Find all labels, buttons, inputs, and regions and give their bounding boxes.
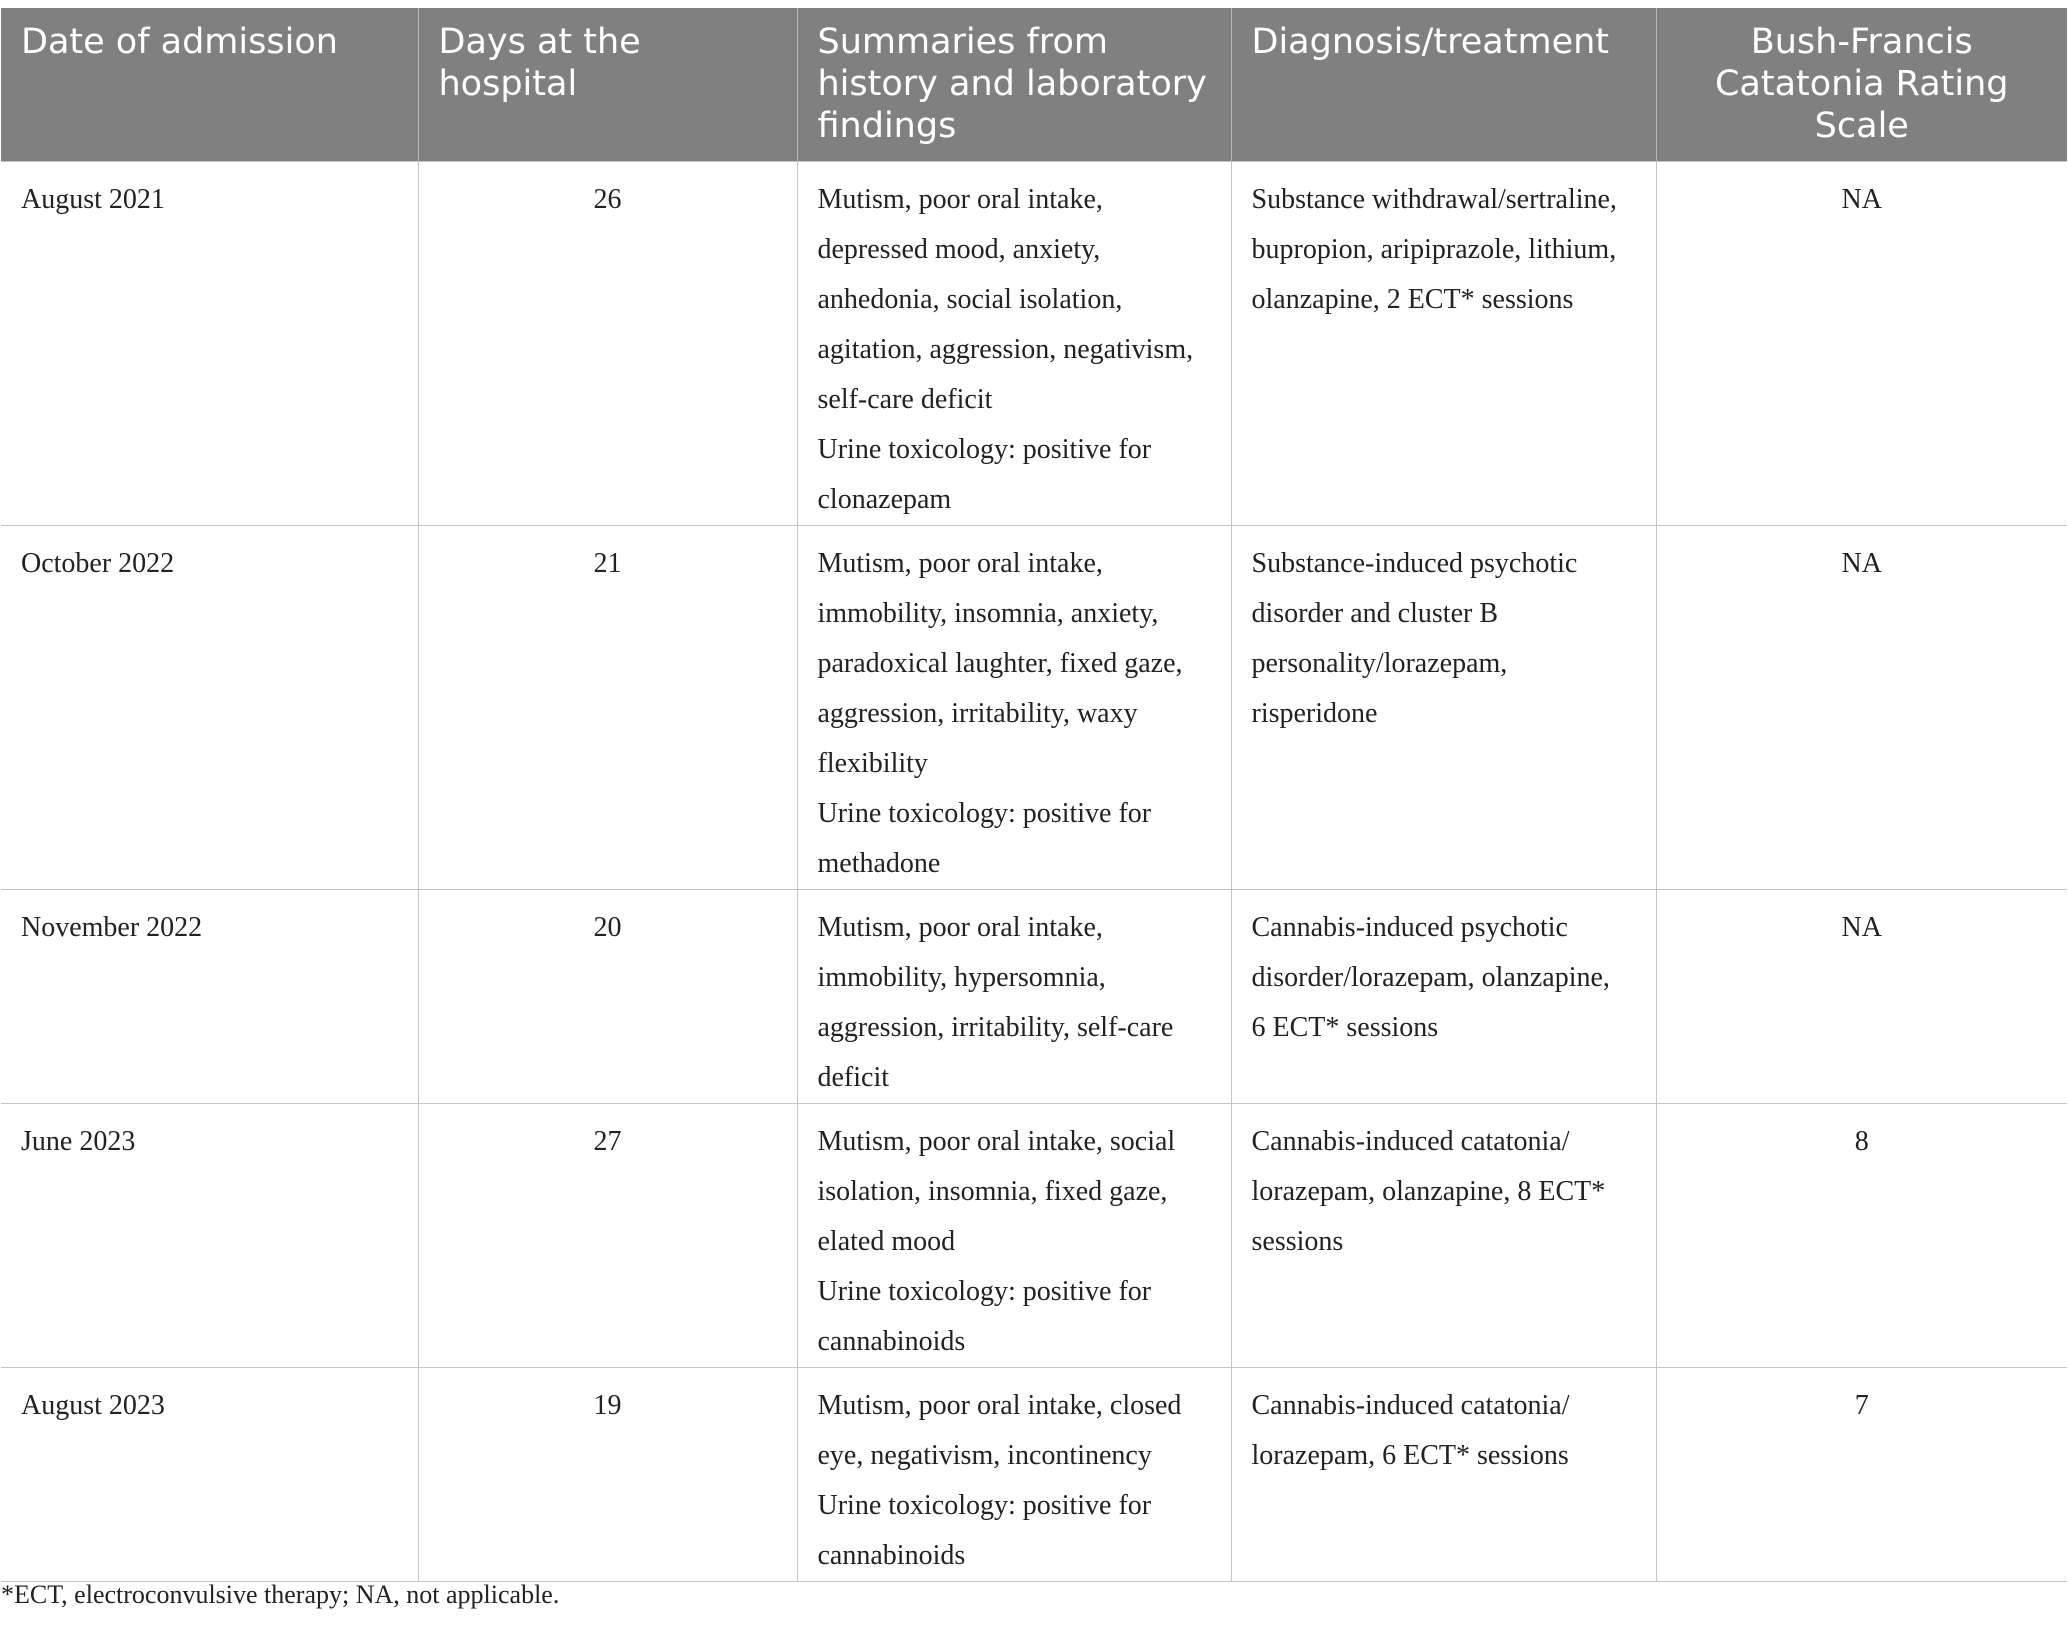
summary-line: agitation, aggression, negativism, <box>817 334 1194 365</box>
summary-line: Mutism, poor oral intake, <box>817 912 1103 943</box>
table-row <box>1 1368 2067 1582</box>
header-days-at-hospital: Days at the hospital <box>418 8 797 162</box>
summary-line: self-care deficit <box>817 384 993 415</box>
summary-line: anhedonia, social isolation, <box>817 284 1123 315</box>
header-date-of-admission: Date of admission <box>1 8 418 162</box>
summary-line: isolation, insomnia, fixed gaze, <box>817 1176 1168 1207</box>
cell-date: June 2023 <box>1 1104 418 1368</box>
summary-line: cannabinoids <box>817 1540 966 1571</box>
cell-summary <box>797 526 1231 890</box>
cell-diagnosis <box>1231 1104 1656 1368</box>
cell-summary <box>797 1104 1231 1368</box>
diagnosis-line: Cannabis-induced catatonia/ <box>1251 1390 1570 1421</box>
summary-line: aggression, irritability, waxy <box>817 698 1138 729</box>
summary-line: aggression, irritability, self-care <box>817 1012 1174 1043</box>
diagnosis-line: Substance withdrawal/sertraline, <box>1251 184 1617 215</box>
admissions-table <box>1 8 2067 1582</box>
summary-line: Mutism, poor oral intake, <box>817 548 1103 579</box>
cell-days: 21 <box>418 526 797 890</box>
cell-days: 19 <box>418 1368 797 1582</box>
summary-line: Urine toxicology: positive for <box>817 798 1152 829</box>
summary-line: immobility, hypersomnia, <box>817 962 1106 993</box>
summary-line: Urine toxicology: positive for <box>817 434 1152 465</box>
summary-line: Mutism, poor oral intake, closed <box>817 1390 1182 1421</box>
cell-date: November 2022 <box>1 890 418 1104</box>
diagnosis-line: disorder/lorazepam, olanzapine, <box>1251 962 1610 993</box>
table-row <box>1 162 2067 526</box>
header-bfcrs: Bush-Francis Catatonia Rating Scale <box>1656 8 2067 162</box>
diagnosis-line: sessions <box>1251 1226 1344 1257</box>
summary-line: eye, negativism, incontinency <box>817 1440 1152 1471</box>
cell-date: October 2022 <box>1 526 418 890</box>
cell-days: 26 <box>418 162 797 526</box>
diagnosis-line: olanzapine, 2 ECT* sessions <box>1251 284 1574 315</box>
header-diagnosis-treatment: Diagnosis/treatment <box>1231 8 1656 162</box>
summary-line: Urine toxicology: positive for <box>817 1276 1152 1307</box>
cell-bfcrs: NA <box>1656 890 2067 1104</box>
diagnosis-line: Cannabis-induced psychotic <box>1251 912 1568 943</box>
cell-days: 27 <box>418 1104 797 1368</box>
summary-line: paradoxical laughter, fixed gaze, <box>817 648 1183 679</box>
summary-line: methadone <box>817 848 941 879</box>
summary-line: cannabinoids <box>817 1326 966 1357</box>
cell-diagnosis <box>1231 526 1656 890</box>
diagnosis-line: lorazepam, olanzapine, 8 ECT* <box>1251 1176 1606 1207</box>
summary-line: Urine toxicology: positive for <box>817 1490 1152 1521</box>
diagnosis-line: risperidone <box>1251 698 1378 729</box>
diagnosis-line: personality/lorazepam, <box>1251 648 1508 679</box>
diagnosis-line: bupropion, aripiprazole, lithium, <box>1251 234 1617 265</box>
summary-line: immobility, insomnia, anxiety, <box>817 598 1159 629</box>
table-footnote: *ECT, electroconvulsive therapy; NA, not applicable. <box>1 1580 560 1609</box>
cell-bfcrs: 7 <box>1656 1368 2067 1582</box>
diagnosis-line: 6 ECT* sessions <box>1251 1012 1439 1043</box>
diagnosis-line: lorazepam, 6 ECT* sessions <box>1251 1440 1569 1471</box>
summary-line: Mutism, poor oral intake, social <box>817 1126 1176 1157</box>
cell-bfcrs: 8 <box>1656 1104 2067 1368</box>
table-header-row <box>1 8 2067 162</box>
cell-date: August 2023 <box>1 1368 418 1582</box>
summary-line: flexibility <box>817 748 928 779</box>
cell-summary <box>797 1368 1231 1582</box>
diagnosis-line: disorder and cluster B <box>1251 598 1498 629</box>
summary-line: depressed mood, anxiety, <box>817 234 1101 265</box>
cell-summary <box>797 162 1231 526</box>
table-row <box>1 890 2067 1104</box>
admissions-table-container <box>1 8 2067 1582</box>
summary-line: clonazepam <box>817 484 952 515</box>
header-summaries: Summaries from history and laboratory findings <box>797 8 1231 162</box>
cell-bfcrs: NA <box>1656 526 2067 890</box>
cell-diagnosis <box>1231 162 1656 526</box>
cell-bfcrs: NA <box>1656 162 2067 526</box>
summary-line: elated mood <box>817 1226 956 1257</box>
summary-line: deficit <box>817 1062 890 1093</box>
diagnosis-line: Cannabis-induced catatonia/ <box>1251 1126 1570 1157</box>
cell-diagnosis <box>1231 890 1656 1104</box>
cell-date: August 2021 <box>1 162 418 526</box>
summary-line: Mutism, poor oral intake, <box>817 184 1103 215</box>
table-row <box>1 1104 2067 1368</box>
cell-summary <box>797 890 1231 1104</box>
diagnosis-line: Substance-induced psychotic <box>1251 548 1578 579</box>
cell-diagnosis <box>1231 1368 1656 1582</box>
table-row <box>1 526 2067 890</box>
cell-days: 20 <box>418 890 797 1104</box>
